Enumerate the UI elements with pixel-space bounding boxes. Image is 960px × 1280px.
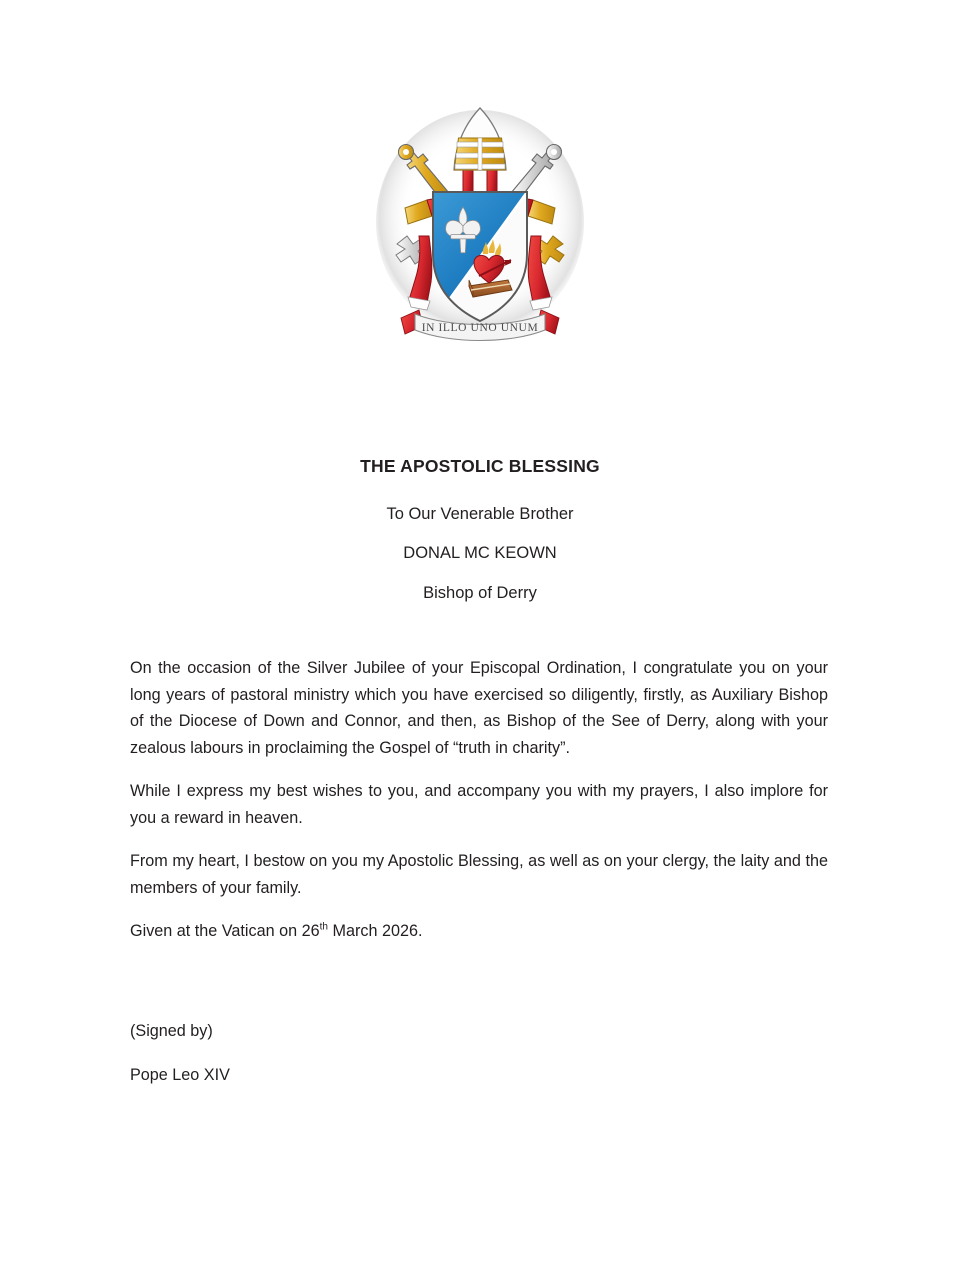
motto-text: IN ILLO UNO UNUM xyxy=(421,322,539,334)
signature-block xyxy=(130,1018,230,1088)
letter-body xyxy=(130,655,828,962)
signatory-name: Pope Leo XIV xyxy=(130,1066,230,1084)
dateline-day: 26 xyxy=(301,922,320,940)
salutation-line: To Our Venerable Brother xyxy=(386,504,574,523)
dateline-suffix: March 2026. xyxy=(327,922,423,940)
dateline-ordinal: th xyxy=(319,921,328,933)
signed-by-label: (Signed by) xyxy=(130,1022,213,1040)
recipient-name: DONAL MC KEOWN xyxy=(403,544,557,562)
papal-coat-of-arms xyxy=(375,104,585,349)
recipient-title: Bishop of Derry xyxy=(423,583,537,602)
body-paragraph: From my heart, I bestow on you my Apostolic Blessing, as well as on your clergy, the laity and the members of your family. xyxy=(130,852,828,897)
dateline-prefix: Given at the Vatican on xyxy=(130,922,302,940)
body-paragraph: While I express my best wishes to you, and accompany you with my prayers, I also implore for you a reward in heaven. xyxy=(130,782,828,827)
heading-block xyxy=(0,458,960,601)
body-paragraph: On the occasion of the Silver Jubilee of your Episcopal Ordination, I congratulate you on your long years of pastoral ministry which you have exercised so diligently, firstly, as Auxiliary Bishop of the Diocese of Down and Connor, and then, as Bishop of the See of Derry, along with your zealous labours in proclaiming the Gospel of “truth in charity”. xyxy=(130,659,828,757)
coat-of-arms-container xyxy=(0,104,960,349)
dateline xyxy=(130,918,828,945)
page-title: THE APOSTOLIC BLESSING xyxy=(360,456,600,476)
